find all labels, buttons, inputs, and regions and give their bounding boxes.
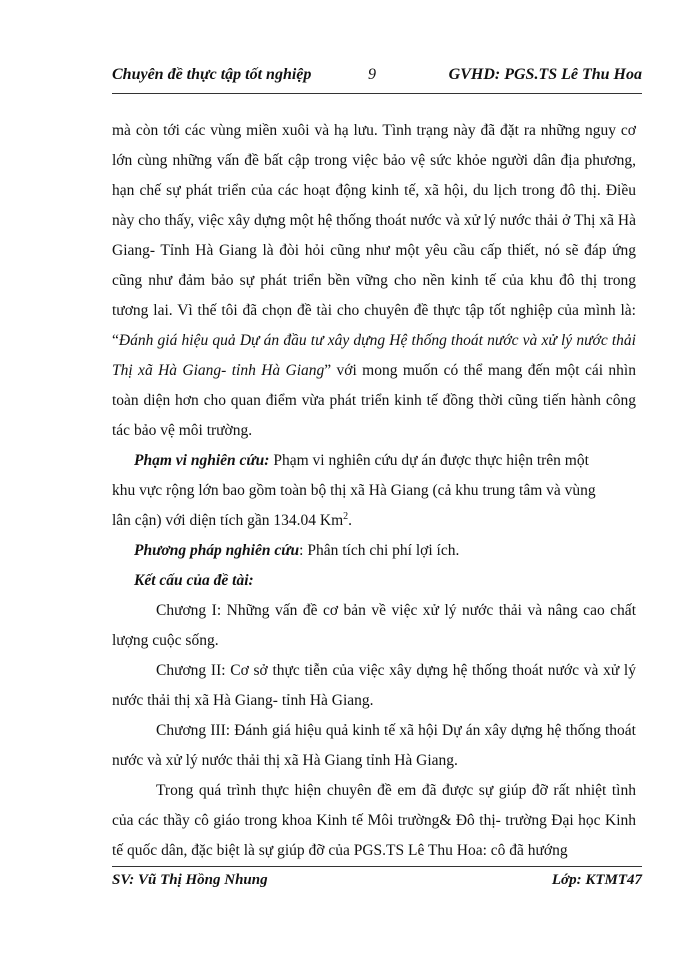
scope-label: Phạm vi nghiên cứu: [134, 452, 270, 469]
chapter-2: Chương II: Cơ sở thực tiễn của việc xây dựng hệ thống thoát nước và xử lý nước thải thị xã Hà Giang- tỉnh Hà Giang. [112, 662, 636, 709]
page-footer [112, 872, 642, 894]
thesis-title: Đánh giá hiệu quả Dự án đầu tư xây dựng Hệ thống thoát nước và xử lý nước thải Thị xã Hà Giang- tỉnh Hà Giang [112, 332, 636, 379]
chapter-3: Chương III: Đánh giá hiệu quả kinh tế xã hội Dự án xây dựng hệ thống thoát nước và xử lý nước thải thị xã Hà Giang tỉnh Hà Giang. [112, 722, 636, 769]
student-name: SV: Vũ Thị Hồng Nhung [112, 872, 268, 888]
structure-heading: Kết cấu của đề tài: [134, 572, 254, 589]
intro-paragraph: mà còn tới các vùng miền xuôi và hạ lưu. Tình trạng này đã đặt ra những nguy cơ lớn cùng những vấn đề bất cập trong việc bảo vệ sức khỏe người dân địa phương, hạn chế sự phát triển của các hoạt động kinh tế, xã hội, du lịch trong đô thị. Điều này cho thấy, việc xây dựng một hệ thống thoát nước và xử lý nước thải ở Thị xã Hà Giang- Tỉnh Hà Giang là đòi hỏi cũng như một yêu cầu cấp thiết, nó sẽ đáp ứng cũng như đảm bảo sự phát triển bền vững cho nền kinh tế của khu đô thị trong tương lai. Vì thế tôi đã chọn đề tài cho chuyên đề thực tập tốt nghiệp của mình là: “Đánh giá hiệu quả Dự án đầu tư xây dựng Hệ thống thoát nước và xử lý nước thải Thị xã Hà Giang- tỉnh Hà Giang” với mong muốn có thể mang đến một cái nhìn toàn diện hơn cho quan điểm vừa phát triển kinh tế đồng thời cũng tiến hành công tác bảo vệ môi trường. [112, 122, 636, 439]
method-label: Phương pháp nghiên cứu [134, 542, 300, 559]
page-header [112, 66, 642, 88]
document-title: Chuyên đề thực tập tốt nghiệp [112, 66, 312, 83]
footer-divider [112, 866, 642, 867]
method-paragraph: Phương pháp nghiên cứu: Phân tích chi phí lợi ích. [134, 542, 460, 559]
scope-paragraph: Phạm vi nghiên cứu: Phạm vi nghiên cứu dự án được thực hiện trên một khu vực rộng lớn bao gồm toàn bộ thị xã Hà Giang (cả khu trung tâm và vùng lân cận) với diện tích gần 134.04 Km$^2$. [112, 452, 596, 529]
chapter-1: Chương I: Những vấn đề cơ bản về việc xử lý nước thải và nâng cao chất lượng cuộc sống. [112, 602, 636, 649]
class-code: Lớp: KTMT47 [551, 872, 642, 888]
advisor-name: GVHD: PGS.TS Lê Thu Hoa [448, 66, 642, 83]
page-number: 9 [368, 66, 376, 83]
acknowledgement-paragraph: Trong quá trình thực hiện chuyên đề em đã được sự giúp đỡ rất nhiệt tình của các thầy cô giáo trong khoa Kinh tế Môi trường& Đô thị- trường Đại học Kinh tế quốc dân, đặc biệt là sự giúp đỡ của PGS.TS Lê Thu Hoa: cô đã hướng [112, 782, 636, 859]
header-divider [112, 93, 642, 94]
page-body [112, 116, 636, 866]
